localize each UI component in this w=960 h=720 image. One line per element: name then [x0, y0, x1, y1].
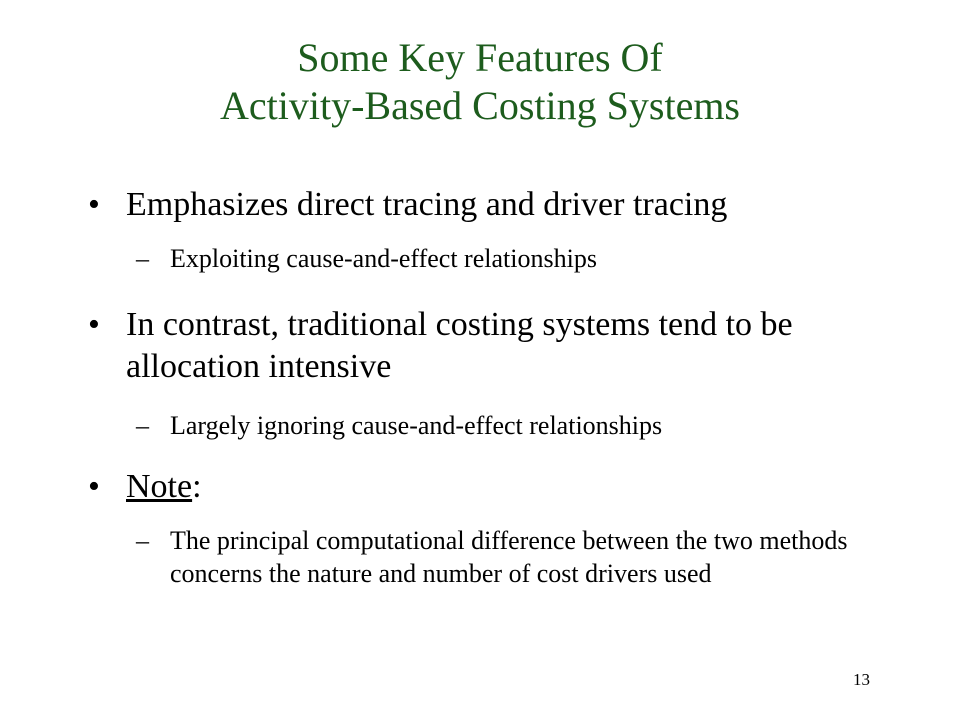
- sub-bullet-difference: [136, 524, 890, 590]
- bullet-marker: •: [88, 468, 100, 505]
- bullet-marker: •: [88, 186, 100, 223]
- slide-title: [0, 34, 960, 130]
- bullet-marker: •: [88, 306, 100, 343]
- bullet-direct-tracing: [88, 184, 906, 226]
- dash-marker: –: [136, 411, 149, 440]
- page-number: 13: [853, 670, 870, 689]
- dash-marker: –: [136, 526, 149, 555]
- bullet-traditional-costing: [88, 304, 886, 388]
- bullet-text: [126, 466, 906, 508]
- sub-bullet-exploiting: [136, 242, 910, 275]
- bullet-text: Emphasizes direct tracing and driver tracing: [126, 186, 728, 223]
- sub-bullet-text: Exploiting cause-and-effect relationships: [170, 244, 597, 273]
- bullet-note: [88, 466, 906, 508]
- title-line-2: Activity-Based Costing Systems: [220, 83, 740, 128]
- dash-marker: –: [136, 244, 149, 273]
- sub-bullet-text: Largely ignoring cause-and-effect relationships: [170, 411, 663, 440]
- note-label: Note: [126, 468, 193, 505]
- title-line-1: Some Key Features Of: [297, 35, 663, 80]
- bullet-text: In contrast, traditional costing systems tend to be allocation intensive: [126, 306, 793, 385]
- sub-bullet-text: The principal computational difference between the two methods concerns the nature and number of cost drivers used: [170, 526, 848, 588]
- sub-bullet-ignoring: [136, 409, 910, 442]
- note-colon: :: [192, 468, 202, 505]
